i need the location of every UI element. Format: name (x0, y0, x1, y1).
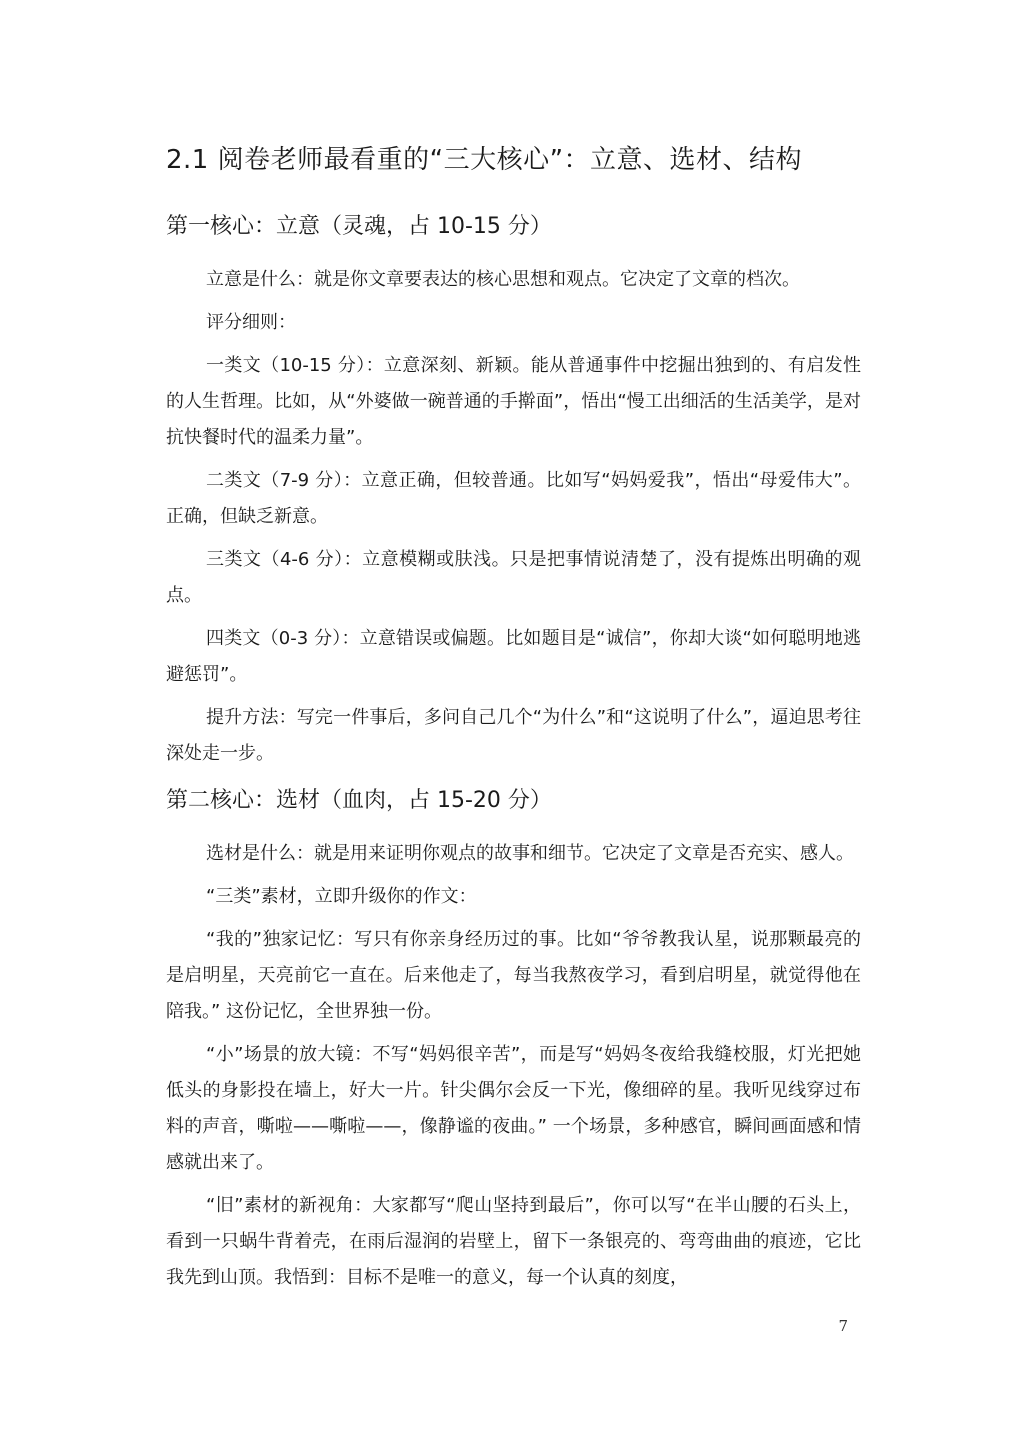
core1-paragraph: 三类文（4-6 分）：立意模糊或肤浅。只是把事情说清楚了，没有提炼出明确的观点。 (166, 549, 861, 606)
core1-paragraph: 四类文（0-3 分）：立意错误或偏题。比如题目是“诚信”，你却大谈“如何聪明地逃避惩罚”。 (166, 628, 861, 685)
section-title: 2.1 阅卷老师最看重的“三大核心”：立意、选材、结构 (166, 145, 803, 175)
core2-heading: 第二核心：选材（血肉，占 15-20 分） (166, 788, 552, 813)
core1-paragraph: 评分细则： (206, 312, 296, 333)
core1-paragraph: 一类文（10-15 分）：立意深刻、新颖。能从普通事件中挖掘出独到的、有启发性的人生哲理。比如，从“外婆做一碗普通的手擀面”，悟出“慢工出细活的生活美学，是对抗快餐时代的温柔力量”。 (166, 355, 861, 448)
core2-paragraph: “旧”素材的新视角：大家都写“爬山坚持到最后”，你可以写“在半山腰的石头上，看到一只蜗牛背着壳，在雨后湿润的岩壁上，留下一条银亮的、弯弯曲曲的痕迹，它比我先到山顶。我悟到：目标不是唯一的意义，每一个认真的刻度， (166, 1195, 861, 1288)
page-number: 7 (838, 1317, 848, 1335)
core2-paragraph: “我的”独家记忆：写只有你亲身经历过的事。比如“爷爷教我认星，说那颗最亮的是启明星，天亮前它一直在。后来他走了，每当我熬夜学习，看到启明星，就觉得他在陪我。” 这份记忆，全世界独一份。 (166, 929, 861, 1022)
page-content (166, 140, 861, 1303)
core2-paragraph: 选材是什么：就是用来证明你观点的故事和细节。它决定了文章是否充实、感人。 (206, 843, 854, 864)
core1-heading: 第一核心：立意（灵魂，占 10-15 分） (166, 214, 552, 239)
core1-paragraph: 二类文（7-9 分）：立意正确，但较普通。比如写“妈妈爱我”，悟出“母爱伟大”。正确，但缺乏新意。 (166, 470, 861, 527)
core1-paragraph: 提升方法：写完一件事后，多问自己几个“为什么”和“这说明了什么”，逼迫思考往深处走一步。 (166, 707, 861, 764)
core2-paragraph: “三类”素材，立即升级你的作文： (206, 886, 477, 907)
core2-paragraph: “小”场景的放大镜：不写“妈妈很辛苦”，而是写“妈妈冬夜给我缝校服，灯光把她低头的身影投在墙上，好大一片。针尖偶尔会反一下光，像细碎的星。我听见线穿过布料的声音，嘶啦——嘶啦——，像静谧的夜曲。” 一个场景，多种感官，瞬间画面感和情感就出来了。 (166, 1044, 861, 1173)
core1-paragraph: 立意是什么：就是你文章要表达的核心思想和观点。它决定了文章的档次。 (206, 269, 800, 290)
